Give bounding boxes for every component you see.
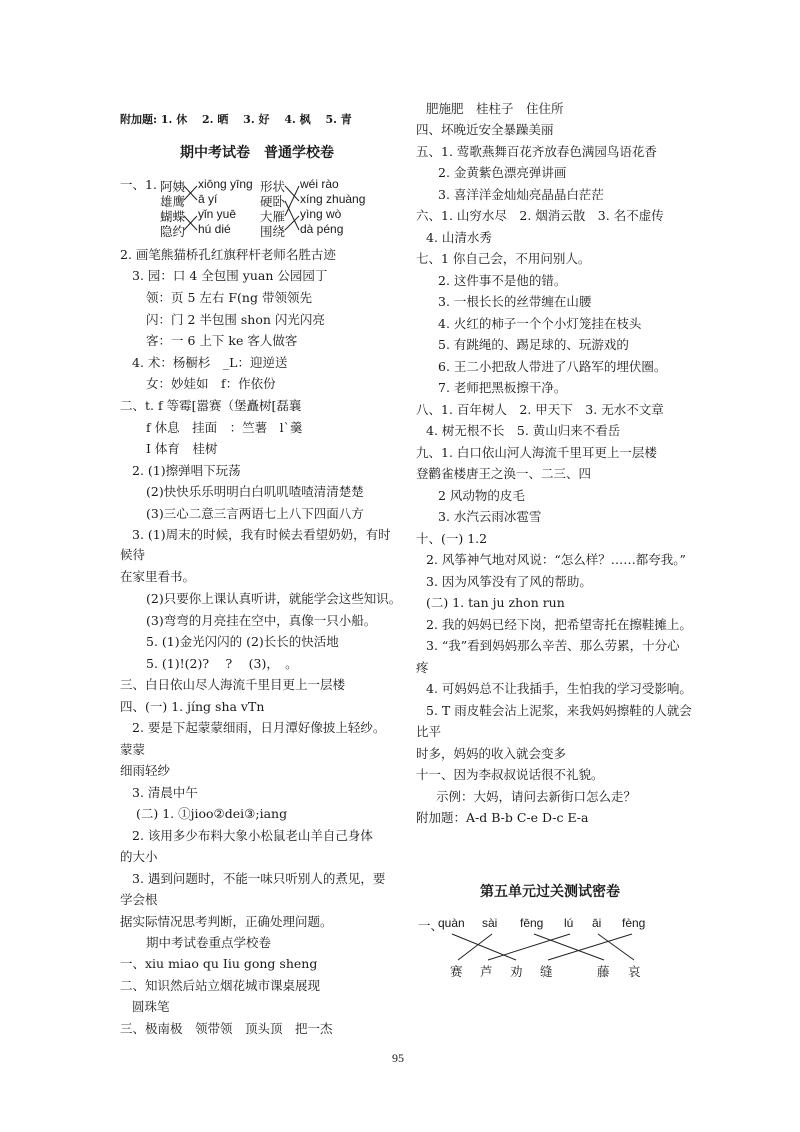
text-line: 3. (1)周末的时候，我有时候去看望奶奶，有时 (132, 527, 391, 542)
text-line: 客：一 6 上下 ke 客人做客 (146, 333, 298, 348)
hanzi-item: 赛 (450, 964, 463, 979)
text-line: 领：页 5 左右 F(ng 带领领先 (146, 290, 312, 305)
text-line: 细雨轻纱 (120, 763, 171, 778)
pinyin-item: āi (592, 916, 602, 930)
match-line (285, 186, 299, 216)
match1-right: yǐn yuē (198, 207, 237, 221)
text-line: 4. 可妈妈总不让我插手，生怕我的学习受影响。 (426, 681, 692, 696)
text-line: 三、极南极 领带领 顶头顶 把一杰 (120, 1021, 333, 1036)
text-line: 九、1. 白口依山河人海流千里耳更上一层楼 (416, 445, 657, 460)
text-line: 一、xiu miao qu Iiu gong sheng (120, 956, 318, 971)
match2-right: wéi rào (300, 177, 339, 191)
text-line: (3)三心二意三言两语七上八下四面八方 (146, 506, 364, 521)
text-line: 候待 (120, 547, 146, 562)
text-line: 2. 这件事不是他的错。 (438, 273, 567, 288)
text-line: 十一、因为李叔叔说话很不礼貌。 (416, 767, 604, 782)
hanzi-item: 芦 (480, 964, 493, 979)
match-line (534, 934, 604, 960)
match2-right: yìng wò (300, 207, 342, 221)
match-line (548, 934, 632, 960)
text-line: 2 风动物的皮毛 (438, 488, 525, 503)
text-line: 6. 王二小把敌人带进了八路军的埋伏圈。 (438, 359, 667, 374)
text-line: 2. (1)擦弹唱下玩荡 (132, 463, 241, 478)
text-line: 示例：大妈，请问去新街口怎么走？ (436, 789, 637, 804)
text-line: 肥施肥 桂柱子 住住所 (426, 101, 564, 116)
unit-q-label: 一、 (418, 918, 444, 933)
hanzi-item: 劝 (510, 964, 523, 979)
text-line: 5. (1)!(2)? ? (3)， 。 (146, 656, 298, 671)
text-line: 四、(一) 1. jíng sha vTn (120, 699, 265, 714)
text-line: 3. 因为风筝没有了风的帮助。 (426, 574, 592, 589)
text-line: 七、1 你自己会，不用问别人。 (416, 251, 591, 266)
text-line: 3. 水汽云雨冰雹雪 (438, 509, 542, 524)
match-line (598, 934, 634, 960)
match-line (458, 934, 492, 960)
text-line: 3. 清晨中午 (132, 785, 198, 800)
text-line: 4. 术：杨橱杉 _L：迎逆送 (132, 355, 288, 370)
text-line: 3. 园：口 4 全包围 yuan 公园园丁 (132, 268, 328, 283)
match1-left: 蝴蝶 (160, 209, 186, 224)
text-line: 疼 (416, 660, 429, 675)
text-line: 2. 我的妈妈已经下岗，把希望寄托在擦鞋摊上。 (426, 617, 692, 632)
text-line: 学会根 (120, 892, 158, 907)
text-line: 2. 金黄紫色漂亮弹讲画 (438, 165, 567, 180)
text-line: 二、t. f 等霉[嚣赛（堡矗树[磊襄 (120, 398, 302, 413)
text-line: 六、1. 山穷水尽 2. 烟消云散 3. 名不虚传 (416, 208, 664, 223)
q1-label: 一、1. (120, 177, 157, 192)
text-line: 八、1. 百年树人 2. 甲天下 3. 无水不文章 (416, 402, 664, 417)
text-line: 的大小 (120, 849, 158, 864)
text-line: 在家里看书。 (120, 569, 196, 584)
hanzi-item: 缝 (540, 964, 553, 979)
text-line: f 休息 挂面 ：竺薯 l`羹 (146, 420, 303, 435)
pinyin-item: quàn (438, 916, 465, 930)
match2-left: 形状 (260, 179, 286, 194)
hanzi-item: 哀 (628, 964, 641, 979)
match2-left: 大雁 (260, 209, 286, 224)
text-line: 2. 画笔熊猫桥孔红旗秤杆老师名胜古迹 (120, 247, 336, 262)
match-line (285, 186, 299, 201)
text-line: 4. 山清水秀 (426, 230, 492, 245)
text-line: (二) 1. ①jioo②dei③;iang (136, 806, 288, 821)
text-line: 时多，妈妈的收入就会变多 (416, 746, 567, 761)
exam-title-left: 期中考试卷 普通学校卷 (180, 145, 334, 161)
match1-right: hú dié (198, 222, 231, 236)
text-line: 4. 树无根不长 5. 黄山归来不看岳 (426, 423, 621, 438)
text-line: 女：妙娃如 f：作依份 (146, 376, 276, 391)
text-line: 2. 风筝神气地对风说：“怎么样？……都夸我。” (426, 552, 686, 567)
text-line: 比平 (416, 724, 442, 739)
text-line: 三、白日依山尽人海流千里目更上一层楼 (120, 677, 346, 692)
text-line: 登鹳雀楼唐王之涣一、二三、四 (416, 466, 592, 481)
text-line: 5. 有跳绳的、踢足球的、玩游戏的 (438, 337, 629, 352)
text-line: 圆珠笔 (132, 999, 170, 1014)
text-line: (2)快快乐乐明明白白叽叽喳喳清清楚楚 (146, 484, 364, 499)
text-line: 3. “我”看到妈妈那么辛苦、那么劳累，十分心 (426, 638, 680, 653)
match-line (285, 201, 299, 230)
match-line (488, 934, 570, 960)
match-line (285, 216, 299, 230)
text-line: 闪：门 2 半包围 shon 闪光闪亮 (146, 312, 325, 327)
match1-left: 雄鹰 (160, 194, 186, 209)
hanzi-item: 藤 (597, 964, 610, 979)
text-line: 二、知识然后站立烟花城市课桌展现 (120, 978, 321, 993)
pinyin-item: fèng (622, 916, 646, 930)
text-line: 3. 喜洋洋金灿灿亮晶晶白茫茫 (438, 187, 604, 202)
text-line: 7. 老师把黑板擦干净。 (438, 380, 567, 395)
page-number: 95 (392, 1051, 404, 1065)
text-line: I 体育 桂树 (146, 441, 218, 456)
text-line: 3. 遇到问题时，不能一味只听别人的煮见，要 (132, 871, 386, 886)
text-line: 期中考试卷重点学校卷 (146, 935, 272, 950)
match2-left: 硬卧 (260, 194, 286, 209)
match2-left: 围绕 (260, 224, 286, 239)
text-line: (二) 1. tan ju zhon run (426, 595, 565, 610)
text-line: 四、坏晚近安全暴躁美丽 (416, 122, 554, 137)
match2-right: xíng zhuàng (300, 192, 366, 206)
text-line: 5. (1)金光闪闪的 (2)长长的快活地 (146, 634, 339, 649)
text-line: 五、1. 莺歌燕舞百花齐放春色满园鸟语花香 (416, 144, 657, 159)
text-line: (2)只要你上课认真听讲，就能学会这些知识。 (146, 591, 402, 606)
pinyin-item: sài (482, 916, 498, 930)
match1-right: xiōng yīng (198, 177, 253, 191)
match2-right: dà péng (300, 222, 344, 236)
match1-right: ā yí (198, 192, 218, 206)
unit-5-title: 第五单元过关测试密卷 (480, 884, 620, 900)
text-line: 5. T 雨皮鞋会沾上泥浆，来我妈妈擦鞋的人就会 (426, 703, 692, 718)
text-line: 4. 火红的柿子一个个小灯笼挂在枝头 (438, 316, 642, 331)
text-line: 蒙蒙 (120, 742, 146, 757)
text-line: 3. 一根长长的丝带缠在山腰 (438, 294, 592, 309)
fujia-top: 附加题: 1. 休 2. 晒 3. 好 4. 枫 5. 青 (120, 113, 352, 126)
match1-left: 隐约 (160, 224, 186, 239)
pinyin-item: lú (564, 916, 574, 930)
match1-left: 阿姨 (160, 179, 186, 194)
text-line: 十、(一) 1.2 (416, 531, 488, 546)
text-line: 附加题：A-d B-b C-e D-c E-a (416, 810, 589, 825)
pinyin-item: fēng (520, 916, 544, 930)
text-line: 2. 该用多少布料大象小松鼠老山羊自己身体 (132, 828, 373, 843)
text-line: (3)弯弯的月亮挂在空中，真像一只小船。 (146, 613, 377, 628)
text-line: 据实际情况思考判断，正确处理问题。 (120, 914, 333, 929)
match-line (452, 934, 516, 960)
text-line: 2. 要是下起蒙蒙细雨，日月潭好像披上轻纱。 (132, 720, 386, 735)
